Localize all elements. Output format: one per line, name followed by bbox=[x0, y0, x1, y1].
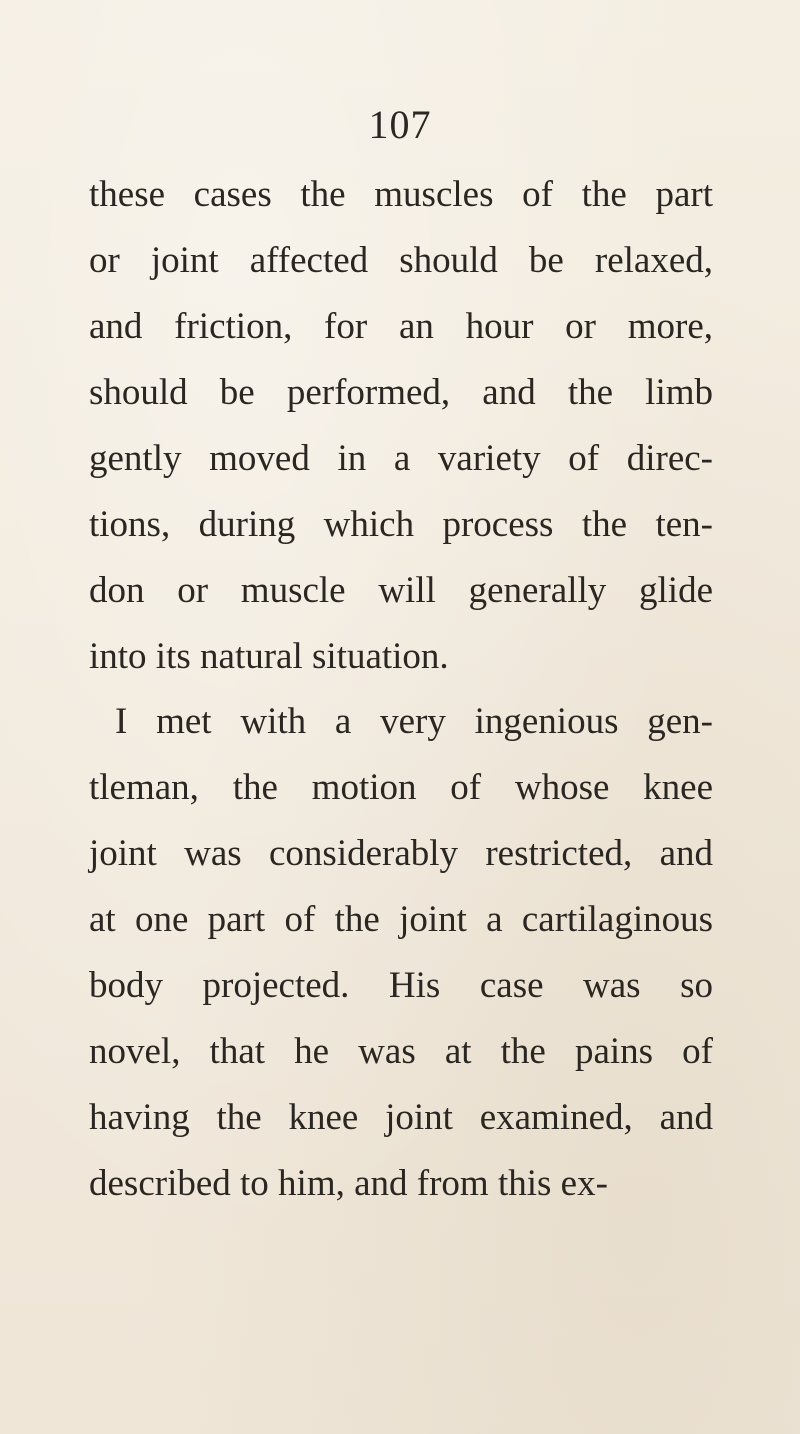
text-line: and friction, for an hour or more, bbox=[89, 306, 713, 347]
text-line: gently moved in a variety of direc- bbox=[89, 438, 713, 479]
text-line: having the knee joint examined, and bbox=[89, 1097, 713, 1138]
text-line: these cases the muscles of the part bbox=[89, 174, 713, 215]
text-line: at one part of the joint a cartilaginous bbox=[89, 899, 713, 940]
paragraph-1 bbox=[89, 162, 713, 690]
text-line: don or muscle will generally glide bbox=[89, 570, 713, 611]
text-line: tions, during which process the ten- bbox=[89, 504, 713, 545]
text-line: should be performed, and the limb bbox=[89, 372, 713, 413]
text-line: joint was considerably restricted, and bbox=[89, 833, 713, 874]
text-line: tleman, the motion of whose knee bbox=[89, 767, 713, 808]
text-line: or joint affected should be relaxed, bbox=[89, 240, 713, 281]
page-number: 107 bbox=[368, 102, 432, 147]
text-line: into its natural situation. bbox=[89, 636, 449, 677]
text-line: body projected. His case was so bbox=[89, 965, 713, 1006]
text-line: described to him, and from this ex- bbox=[89, 1163, 608, 1204]
paragraph-2 bbox=[89, 689, 713, 1217]
text-line: I met with a very ingenious gen- bbox=[115, 701, 713, 742]
text-line: novel, that he was at the pains of bbox=[89, 1031, 713, 1072]
